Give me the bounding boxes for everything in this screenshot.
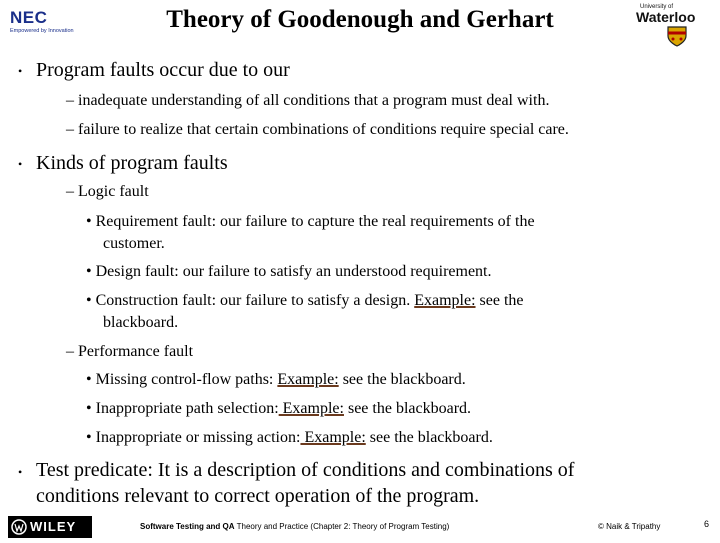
example-link[interactable]: Example: — [414, 292, 476, 309]
sub-bullet-performance-fault: – Performance fault — [66, 343, 194, 360]
sub-bullet-inadequate: – inadequate understanding of all conditions that a program must deal with. — [66, 92, 550, 109]
item-text: Missing control-flow paths: — [95, 371, 278, 388]
item-text: Construction fault: our failure to satisfy a design. — [95, 292, 415, 309]
footer-copyright: © Naik & Tripathy — [598, 522, 661, 531]
bullet-faults-cause: Program faults occur due to our — [36, 59, 290, 81]
logic-item-construction: • Construction fault: our failure to satisfy a design. Example: see the — [86, 292, 524, 309]
item-text: Inappropriate or missing action: — [95, 429, 301, 446]
page-title: Theory of Goodenough and Gerhart — [166, 6, 554, 33]
waterloo-logo — [608, 3, 718, 49]
wiley-wordmark: WILEY — [30, 519, 77, 534]
item-text: Requirement fault: our failure to capture the real requirements of the — [95, 213, 535, 230]
page-number: 6 — [704, 519, 710, 529]
bullet-marker: • — [18, 465, 23, 479]
footer-course — [140, 522, 449, 531]
sub-bullet-failure: – failure to realize that certain combinations of conditions require special care. — [66, 121, 569, 138]
bullet-test-predicate: Test predicate: It is a description of conditions and combinations of — [36, 459, 575, 481]
footer-course-rest: Theory and Practice (Chapter 2: Theory of Program Testing) — [234, 522, 450, 531]
nec-tagline: Empowered by Innovation — [10, 28, 74, 34]
perf-item-missing-paths: • Missing control-flow paths: Example: see the blackboard. — [86, 371, 466, 388]
item-text-after: see the — [475, 292, 524, 309]
nec-wordmark: NEC — [10, 8, 48, 27]
item-text-after: see the blackboard. — [338, 371, 466, 388]
logic-item-design: • Design fault: our failure to satisfy an understood requirement. — [86, 263, 492, 280]
perf-item-path-selection: • Inappropriate path selection: Example: see the blackboard. — [86, 400, 472, 417]
waterloo-name: Waterloo — [636, 9, 696, 25]
waterloo-crest-icon — [666, 25, 688, 47]
logic-item-construction-cont: blackboard. — [103, 314, 179, 331]
perf-item-missing-action: • Inappropriate or missing action: Example: see the blackboard. — [86, 429, 493, 446]
waterloo-top-text: University of — [640, 4, 674, 10]
logic-item-requirement: • Requirement fault: our failure to capture the real requirements of the — [86, 213, 535, 230]
wiley-logo — [8, 516, 92, 538]
item-text-after: see the blackboard. — [343, 400, 472, 417]
logic-item-requirement-cont: customer. — [103, 235, 165, 252]
item-text: Design fault: our failure to satisfy an understood requirement. — [95, 263, 492, 280]
bullet-marker: • — [18, 64, 23, 78]
footer-course-bold: Software Testing and QA — [140, 522, 235, 531]
item-text: Inappropriate path selection: — [95, 400, 279, 417]
bullet-marker: • — [18, 157, 23, 171]
bullet-test-predicate-cont: conditions relevant to correct operation of the program. — [36, 485, 480, 507]
example-link[interactable]: Example: — [278, 400, 344, 417]
item-text-after: see the blackboard. — [365, 429, 493, 446]
sub-bullet-text: Performance fault — [78, 343, 194, 360]
sub-bullet-text: inadequate understanding of all conditions that a program must deal with. — [78, 92, 550, 109]
sub-bullet-logic-fault: – Logic fault — [66, 183, 149, 200]
sub-bullet-text: Logic fault — [78, 183, 149, 200]
sub-bullet-text: failure to realize that certain combinations of conditions require special care. — [78, 121, 569, 138]
example-link[interactable]: Example: — [277, 371, 339, 388]
bullet-kinds-of-faults: Kinds of program faults — [36, 152, 228, 174]
example-link[interactable]: Example: — [300, 429, 366, 446]
